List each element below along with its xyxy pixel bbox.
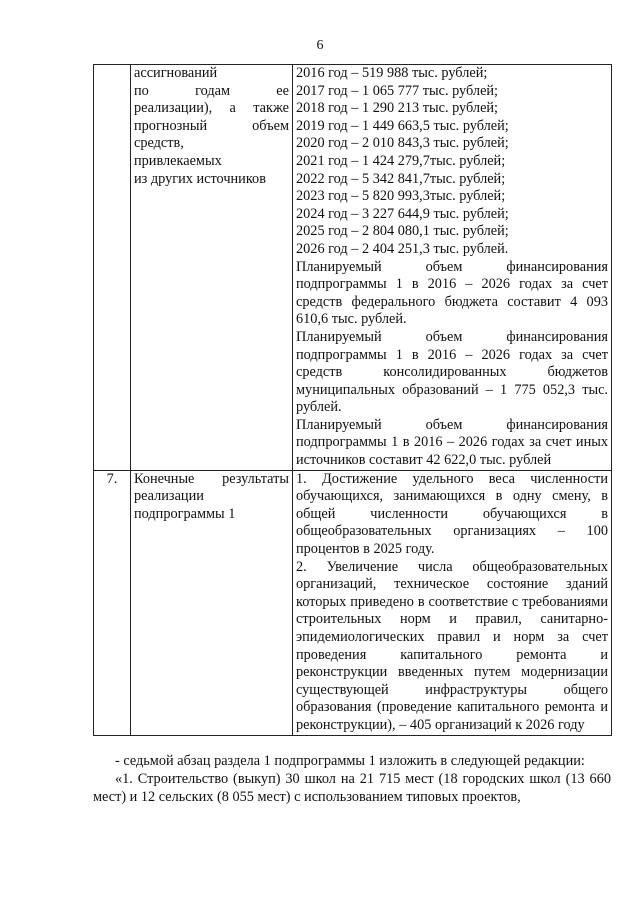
amendment-intro-paragraph: - седьмой абзац раздела 1 подпрограммы 1 изложить в следующей редакции:: [115, 753, 585, 769]
table-row-financing: [94, 65, 612, 471]
row-content-financing: [293, 65, 612, 471]
result-paragraph-2: 2. Увеличение числа общеобразовательных организаций, техническое состояние зданий которых приведено в соответствие с требованиями строительных норм и правил, санитарно-эпидемиологических правил и норм за счет проведения капитального ремонта и реконструкции введенных путем модернизации существующей инфраструктуры общего образования (проведение капитального ремонта и реконструкции), – 405 организаций к 2026 году: [296, 558, 608, 733]
year-line: 2026 год – 2 404 251,3 тыс. рублей.: [296, 240, 509, 257]
municipal-budget-paragraph: Планируемый объем финансирования подпрограммы 1 в 2016 – 2026 годах за счет средств консолидированных бюджетов муниципальных образований – 1 775 052,3 тыс. рублей.: [296, 328, 608, 416]
year-line: 2024 год – 3 227 644,9 тыс. рублей;: [296, 205, 509, 222]
amendment-item-paragraph: «1. Строительство (выкуп) 30 школ на 21 715 мест (18 городских школ (13 660 мест) и 12 сельских (8 055 мест) с использованием типовых проектов,: [93, 771, 611, 805]
year-line: 2017 год – 1 065 777 тыс. рублей;: [296, 82, 499, 99]
label-line: из других источников: [134, 170, 266, 187]
year-line: 2020 год – 2 010 843,3 тыс. рублей;: [296, 135, 509, 152]
amendment-text: [93, 752, 611, 806]
result-paragraph-1: 1. Достижение удельного веса численности обучающихся, занимающихся в одну смену, в общей численности обучающихся в общеобразовательных организациях – 100 процентов в 2025 году.: [296, 470, 608, 558]
other-sources-paragraph: Планируемый объем финансирования подпрограммы 1 в 2016 – 2026 годах за счет иных источников составит 42 622,0 тыс. рублей: [296, 416, 608, 469]
year-line: 2023 год – 5 820 993,3тыс. рублей;: [296, 188, 506, 205]
label-line: Конечные результаты: [134, 470, 289, 487]
year-line: 2018 год – 1 290 213 тыс. рублей;: [296, 100, 499, 117]
subprogram-passport-table: [93, 64, 612, 736]
year-line: 2019 год – 1 449 663,5 тыс. рублей;: [296, 117, 509, 134]
row-label-financing: [131, 65, 293, 471]
row-label-results: [131, 470, 293, 735]
label-line: подпрограммы 1: [134, 505, 236, 522]
label-line: привлекаемых: [134, 152, 222, 169]
label-line: по годам ее: [134, 82, 289, 99]
year-line: 2021 год – 1 424 279,7тыс. рублей;: [296, 152, 506, 169]
year-line: 2016 год – 519 988 тыс. рублей;: [296, 65, 488, 81]
label-line: ассигнований: [134, 65, 218, 81]
label-line: прогнозный объем: [134, 117, 289, 134]
row-content-results: [293, 470, 612, 735]
row-number: 7.: [94, 470, 131, 735]
page-number: 6: [316, 38, 324, 53]
year-line: 2022 год – 5 342 841,7тыс. рублей;: [296, 170, 506, 187]
table-row-results: [94, 470, 612, 735]
federal-budget-paragraph: Планируемый объем финансирования подпрограммы 1 в 2016 – 2026 годах за счет средств федерального бюджета составит 4 093 610,6 тыс. рублей.: [296, 258, 608, 328]
label-line: реализации), а также: [134, 100, 289, 117]
label-line: средств,: [134, 135, 184, 152]
year-line: 2025 год – 2 804 080,1 тыс. рублей;: [296, 223, 509, 240]
row-number: [94, 65, 131, 471]
label-line: реализации: [134, 488, 204, 505]
